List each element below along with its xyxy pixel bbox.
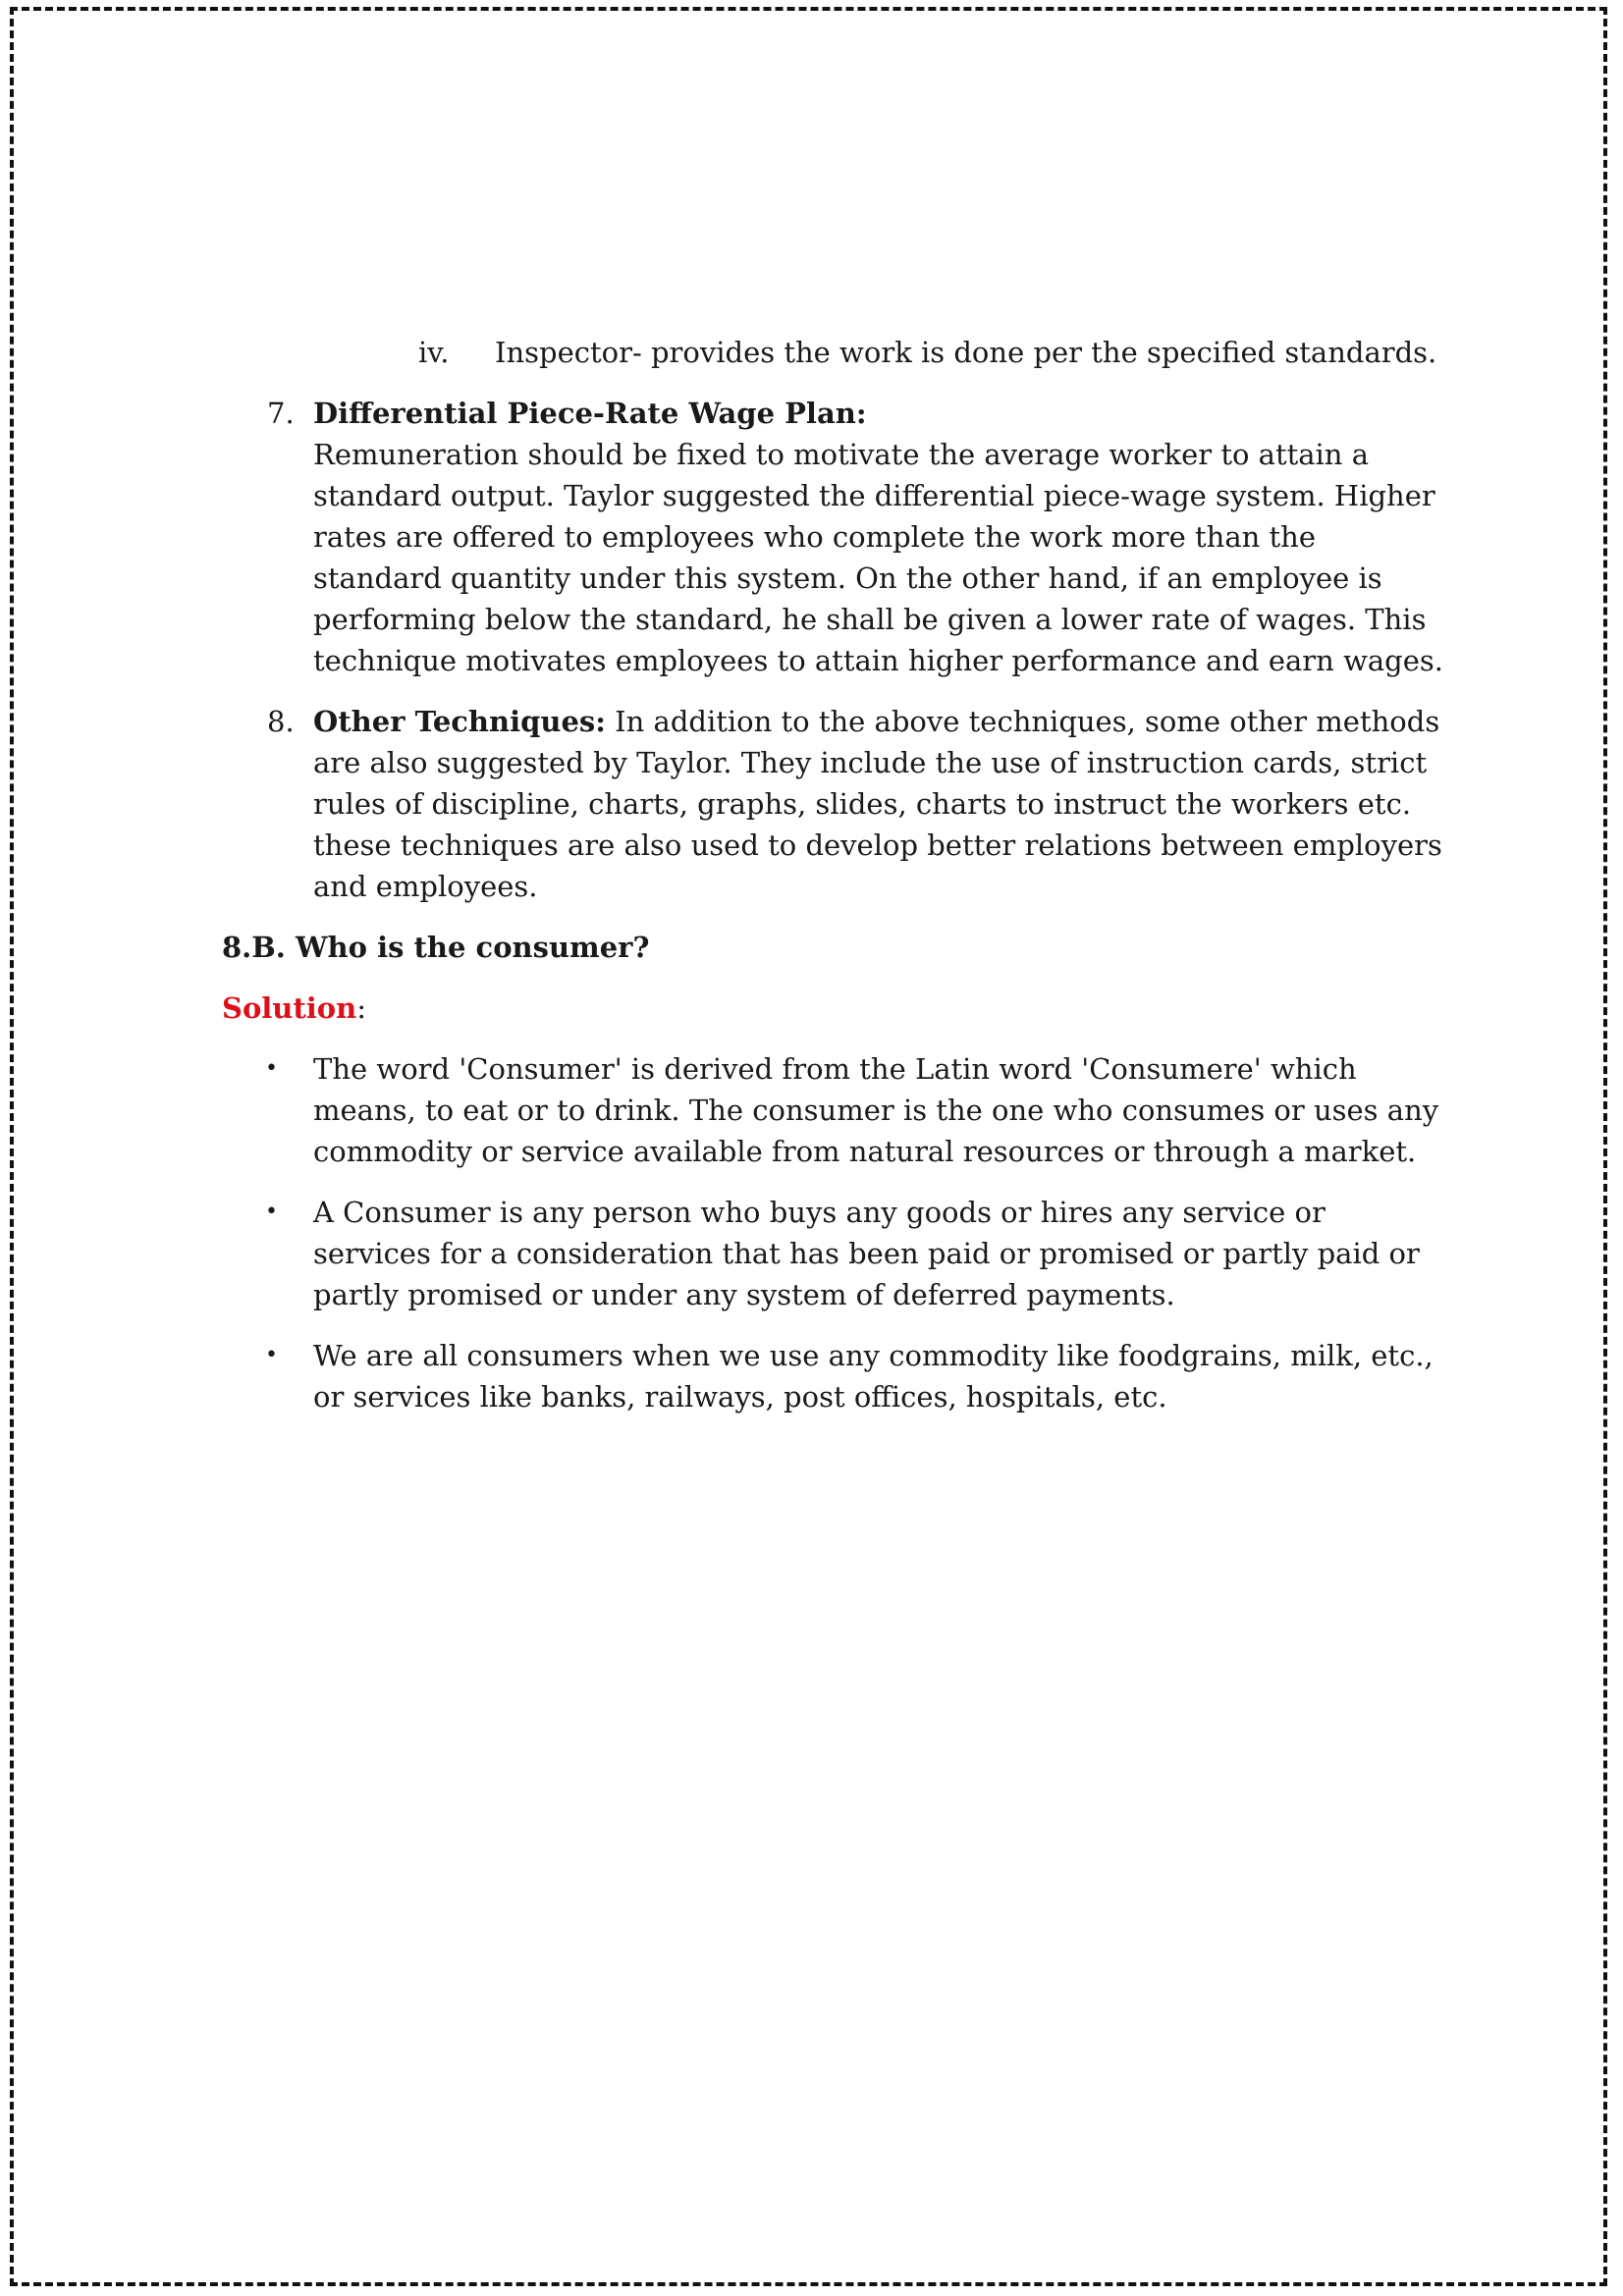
paragraph-line: performing below the standard, he shall be given a lower rate of wages. This xyxy=(313,603,1427,636)
item-title: Other Techniques: xyxy=(313,705,606,738)
document-content xyxy=(222,332,1444,1437)
item-title: Differential Piece-Rate Wage Plan: xyxy=(313,397,867,430)
paragraph-line: rules of discipline, charts, graphs, slides, charts to instruct the workers etc. xyxy=(313,787,1412,821)
bullet-marker: • xyxy=(265,1056,278,1081)
paragraph-line: A Consumer is any person who buys any goods or hires any service or xyxy=(313,1196,1325,1229)
paragraph-line xyxy=(313,701,1440,742)
solution-colon: : xyxy=(356,991,367,1025)
paragraph-line: services for a consideration that has been paid or promised or partly paid or xyxy=(313,1237,1420,1270)
paragraph-line: are also suggested by Taylor. They include the use of instruction cards, strict xyxy=(313,746,1428,779)
list-marker: 8. xyxy=(267,705,295,738)
solution-heading xyxy=(222,988,1410,1029)
question-heading: 8.B. Who is the consumer? xyxy=(222,931,650,964)
paragraph-line: these techniques are also used to develop better relations between employers xyxy=(313,828,1442,862)
paragraph-line: and employees. xyxy=(313,870,538,903)
paragraph-line: The word 'Consumer' is derived from the Latin word 'Consumere' which xyxy=(313,1052,1357,1086)
paragraph-line: partly promised or under any system of deferred payments. xyxy=(313,1278,1175,1311)
list-marker: 7. xyxy=(267,397,295,430)
bullet-marker: • xyxy=(265,1200,278,1224)
paragraph-line: rates are offered to employees who complete the work more than the xyxy=(313,520,1317,554)
paragraph-line: or services like banks, railways, post offices, hospitals, etc. xyxy=(313,1380,1167,1414)
paragraph-line: standard quantity under this system. On the other hand, if an employee is xyxy=(313,561,1382,595)
bullet-item xyxy=(222,1048,1439,1172)
paragraph-line: standard output. Taylor suggested the differential piece-wage system. Higher xyxy=(313,479,1435,512)
list-marker: iv. xyxy=(418,336,450,369)
sub-list-item-iv xyxy=(222,332,1437,373)
bullet-item xyxy=(222,1192,1420,1315)
paragraph-line: We are all consumers when we use any commodity like foodgrains, milk, etc., xyxy=(313,1339,1434,1372)
item-text: In addition to the above techniques, some other methods xyxy=(605,705,1440,738)
paragraph-line: Remuneration should be fixed to motivate the average worker to attain a xyxy=(313,438,1369,471)
paragraph-line: commodity or service available from natural resources or through a market. xyxy=(313,1135,1417,1168)
paragraph-line: means, to eat or to drink. The consumer is the one who consumes or uses any xyxy=(313,1094,1439,1127)
bullet-item xyxy=(222,1335,1434,1417)
paragraph-line: technique motivates employees to attain higher performance and earn wages. xyxy=(313,644,1444,677)
numbered-item-7 xyxy=(222,393,1444,681)
solution-label: Solution xyxy=(222,991,357,1025)
numbered-item-8 xyxy=(222,701,1442,907)
bullet-marker: • xyxy=(265,1343,278,1367)
sub-item-text: Inspector- provides the work is done per the specified standards. xyxy=(495,336,1437,369)
